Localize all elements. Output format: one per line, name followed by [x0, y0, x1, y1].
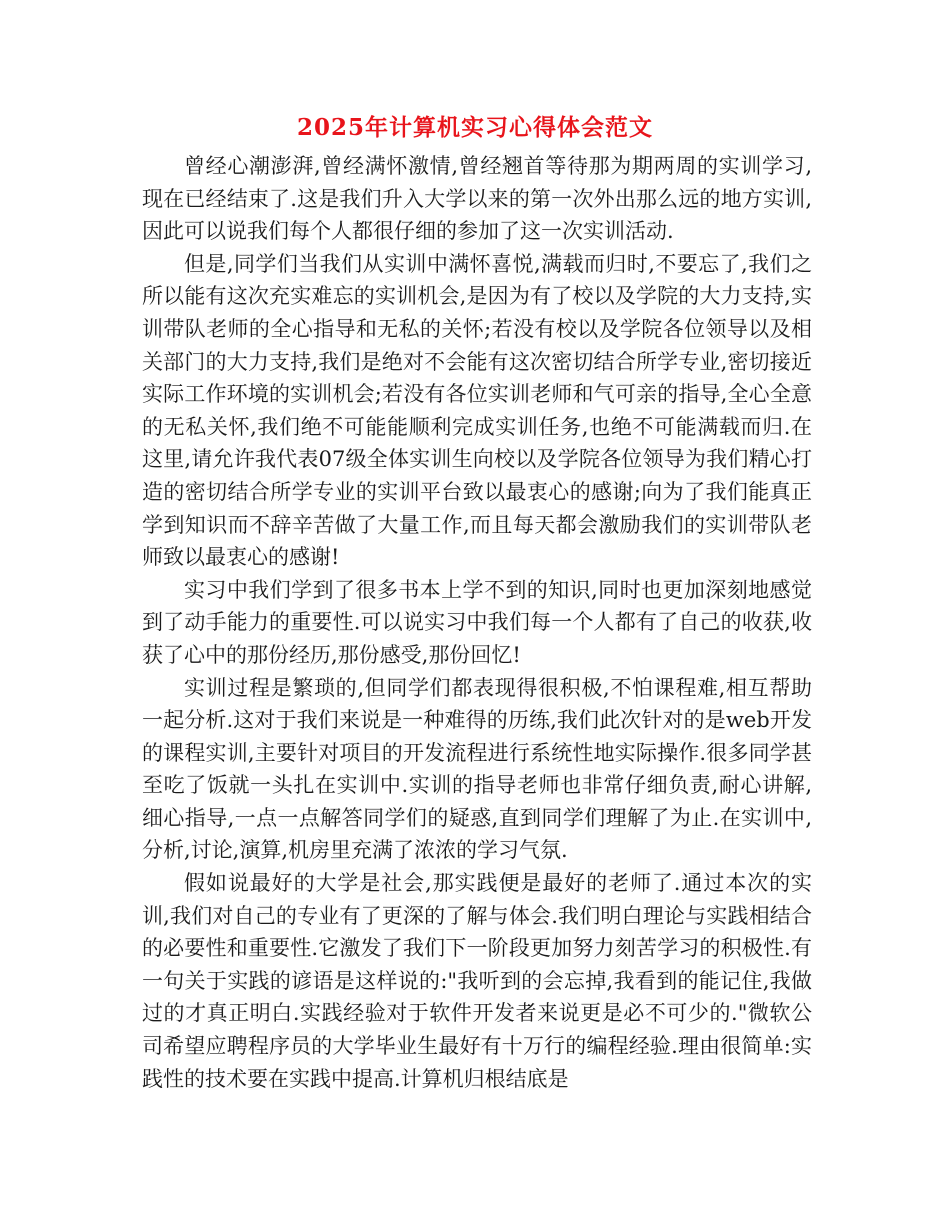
document-title: 2025年计算机实习心得体会范文	[296, 114, 653, 141]
paragraph-4: 实训过程是繁琐的,但同学们都表现得很积极,不怕课程难,相互帮助一起分析.这对于我们来说是一种难得的历练,我们此次针对的是web开发的课程实训,主要针对项目的开发流程进行系统性地实际操作.很多同学甚至吃了饭就一头扎在实训中.实训的指导老师也非常仔细负责,耐心讲解,细心指导,一点一点解答同学们的疑惑,直到同学们理解了为止.在实训中,分析,讨论,演算,机房里充满了浓浓的学习气氛.	[142, 675, 812, 863]
paragraph-2: 但是,同学们当我们从实训中满怀喜悦,满载而归时,不要忘了,我们之所以能有这次充实难忘的实训机会,是因为有了校以及学院的大力支持,实训带队老师的全心指导和无私的关怀;若没有校以及学院各位领导以及相关部门的大力支持,我们是绝对不会能有这次密切结合所学专业,密切接近实际工作环境的实训机会;若没有各位实训老师和气可亲的指导,全心全意的无私关怀,我们绝不可能能顺利完成实训任务,也绝不可能满载而归.在这里,请允许我代表07级全体实训生向校以及学院各位领导为我们精心打造的密切结合所学专业的实训平台致以最衷心的感谢;向为了我们能真正学到知识而不辞辛苦做了大量工作,而且每天都会激励我们的实训带队老师致以最衷心的感谢!	[142, 251, 812, 570]
paragraph-5: 假如说最好的大学是社会,那实践便是最好的老师了.通过本次的实训,我们对自己的专业有了更深的了解与体会.我们明白理论与实践相结合的必要性和重要性.它激发了我们下一阶段更加努力刻苦学习的积极性.有一句关于实践的谚语是这样说的:"我听到的会忘掉,我看到的能记住,我做过的才真正明白.实践经验对于软件开发者来说更是必不可少的."微软公司希望应聘程序员的大学毕业生最好有十万行的编程经验.理由很简单:实践性的技术要在实践中提高.计算机归根结底是	[142, 871, 812, 1091]
paragraph-3: 实习中我们学到了很多书本上学不到的知识,同时也更加深刻地感觉到了动手能力的重要性.可以说实习中我们每一个人都有了自己的收获,收获了心中的那份经历,那份感受,那份回忆!	[142, 577, 812, 667]
paragraph-1: 曾经心潮澎湃,曾经满怀激情,曾经翘首等待那为期两周的实训学习,现在已经结束了.这是我们升入大学以来的第一次外出那么远的地方实训,因此可以说我们每个人都很仔细的参加了这一次实训活动.	[142, 154, 812, 244]
document-body	[142, 150, 812, 1095]
